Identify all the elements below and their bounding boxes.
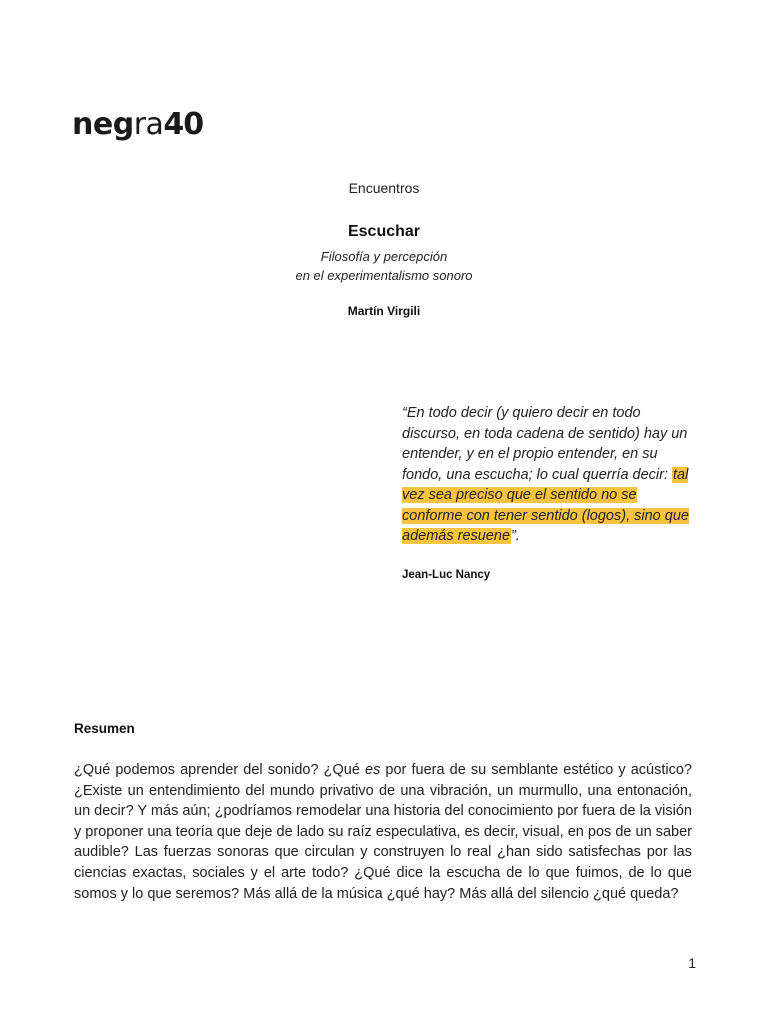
page-title: Escuchar	[347, 223, 421, 240]
article-author: Martín Virgili	[347, 304, 421, 318]
logo-bold-text: neg	[72, 107, 134, 142]
epigraph-text-after: ”.	[511, 528, 520, 544]
section-label: Encuentros	[348, 180, 420, 196]
page-subtitle	[0, 247, 768, 285]
logo-light-text: ra	[133, 107, 164, 142]
abstract-paragraph	[74, 760, 692, 904]
abstract-text-1: ¿Qué podemos aprender del sonido? ¿Qué	[74, 762, 365, 778]
subtitle-line-1: Filosofía y percepción	[320, 249, 448, 264]
abstract-heading: Resumen	[74, 721, 135, 736]
abstract-text-2: por fuera de su semblante estético y acústico? ¿Existe un entendimiento del mundo privativo de una vibración, un murmullo, una entonación, un decir? Y más aún; ¿podríamos remodelar una historia del conocimiento por fuera de la visión y proponer una teoría que deje de lado su raíz especulativa, es decir, visual, en pos de un saber audible? Las fuerzas sonoras que circulan y construyen lo real ¿han sido satisfechas por las ciencias exactas, sociales y el arte todo? ¿Qué dice la escucha de lo que fuimos, de lo que somos y lo que seremos? Más allá de la música ¿qué hay? Más allá del silencio ¿qué queda?	[74, 762, 692, 902]
epigraph-highlight: tal vez sea preciso que el sentido no se conforme con tener sentido (logos), sino que además resuene	[402, 466, 689, 544]
page-number: 1	[688, 955, 696, 971]
subtitle-line-2: en el experimentalismo sonoro	[295, 268, 473, 283]
epigraph-author: Jean-Luc Nancy	[402, 569, 491, 581]
epigraph-text-before: “En todo decir (y quiero decir en todo discurso, en toda cadena de sentido) hay un entender, y en el propio entender, en su fondo, una escucha; lo cual querría decir:	[402, 405, 688, 483]
logo-number-text: 40	[163, 107, 204, 142]
epigraph-quote	[402, 403, 698, 547]
abstract-emphasis: es	[365, 762, 381, 778]
logo	[72, 100, 203, 140]
